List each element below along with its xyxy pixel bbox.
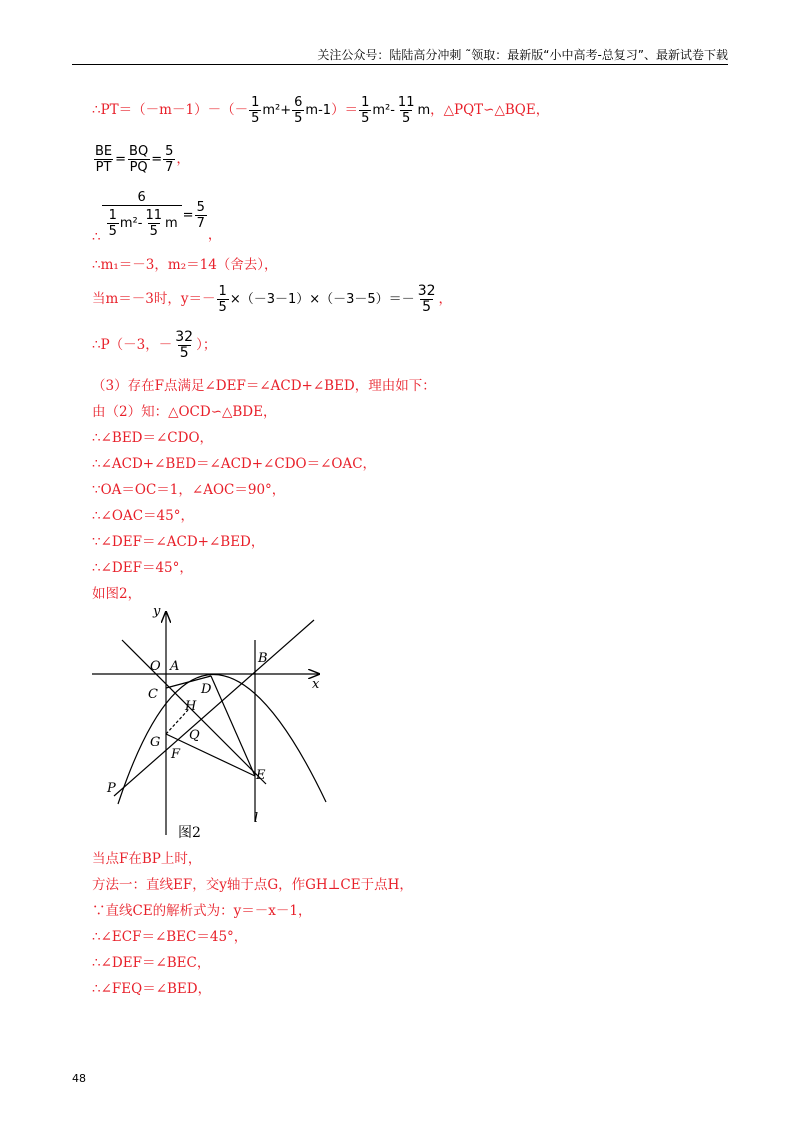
label-y: y (153, 604, 161, 619)
text-segment: ）＝ (331, 102, 359, 118)
line-m-solutions: ∴m₁＝－3，m₂＝14（舍去）， (92, 257, 278, 273)
fraction: $\frac{1}{5}$ (108, 208, 117, 239)
text-segment: m-1 (305, 103, 332, 118)
line-similar: 由（2）知：△OCD∽△BDE， (92, 404, 277, 420)
fraction: $\frac{32}{5}$ (175, 329, 194, 361)
fraction: $\frac{BE}{PT}$ (95, 144, 113, 175)
compound-fraction: 6 $\frac{1}{5}$ m²- $\frac{11}{5}$ m (102, 190, 182, 241)
page-header (72, 44, 728, 65)
fraction: $\frac{5}{7}$ (165, 144, 174, 175)
text-segment: m²- (372, 103, 395, 118)
line-point-p: ∴P（－3，－ $\frac{32}{5}$ ）； (92, 329, 217, 361)
fraction: $\frac{5}{7}$ (196, 200, 205, 231)
label-l: l (254, 811, 259, 826)
line-part3: （3）存在F点满足∠DEF＝∠ACD+∠BED，理由如下： (92, 378, 436, 394)
label-q: Q (189, 728, 200, 743)
fraction: $\frac{11}{5}$ (397, 95, 415, 126)
text-segment: ∴PT＝（－m－1）－（－ (92, 102, 249, 118)
line-compound-fraction: ∴ 6 $\frac{1}{5}$ m²- $\frac{11}{5}$ m = $\frac{5}{7}$ ， (92, 190, 222, 245)
label-a: A (170, 659, 180, 674)
label-g: G (150, 735, 161, 750)
text-segment: ，△PQT∽△BQE， (430, 102, 550, 118)
fraction: $\frac{1}{5}$ (361, 95, 370, 126)
label-f: F (171, 747, 181, 762)
label-b: B (258, 651, 268, 666)
line-oa-oc: ∵OA＝OC＝1，∠AOC＝90°， (92, 482, 286, 498)
line-bp (114, 620, 314, 796)
page-number: 48 (72, 1072, 86, 1085)
line-figure-ref: 如图2， (92, 586, 142, 602)
fraction: $\frac{BQ}{PQ}$ (129, 144, 149, 175)
fraction: $\frac{11}{5}$ (145, 208, 162, 239)
header-text: 关注公众号：陆陆高分冲刺 ˜领取：最新版“小中高考-总复习”、最新试卷下载 (317, 48, 728, 62)
label-x: x (312, 677, 320, 692)
line-oac: ∴∠OAC＝45°， (92, 508, 194, 524)
line-ratio: $\frac{BE}{PT}$ = $\frac{BQ}{PQ}$ = $\frac{5}{7}$ ， (95, 144, 190, 175)
line-feq: ∴∠FEQ＝∠BED， (92, 981, 212, 997)
geometry-figure (86, 600, 336, 835)
line-def-eq: ∵∠DEF＝∠ACD+∠BED， (92, 534, 265, 550)
line-method-one: 方法一：直线EF，交y轴于点G，作GH⊥CE于点H， (92, 877, 413, 893)
label-e: E (256, 768, 266, 783)
figure-caption: 图2 (178, 825, 201, 841)
label-p: P (107, 781, 116, 796)
line-def-bec: ∴∠DEF＝∠BEC， (92, 955, 211, 971)
label-h: H (185, 699, 197, 714)
label-c: C (148, 687, 158, 702)
fraction: $\frac{32}{5}$ (417, 283, 436, 315)
fraction: $\frac{1}{5}$ (251, 95, 260, 126)
text-segment: m²+ (262, 103, 292, 118)
line-angle-bed: ∴∠BED＝∠CDO， (92, 430, 214, 446)
line-angle-sum: ∴∠ACD+∠BED＝∠ACD+∠CDO＝∠OAC， (92, 456, 377, 472)
fraction: $\frac{6}{5}$ (294, 95, 303, 126)
text-segment: ∴ (92, 229, 101, 245)
line-f-on-bp: 当点F在BP上时， (92, 851, 202, 867)
line-ce-equation: ∵直线CE的解析式为：y＝－x－1， (92, 903, 312, 919)
line-pt-expression (92, 95, 549, 126)
label-d: D (201, 682, 212, 697)
line-ecf: ∴∠ECF＝∠BEC＝45°， (92, 929, 248, 945)
label-o: O (150, 659, 161, 674)
fraction: $\frac{1}{5}$ (218, 284, 227, 315)
line-def-45: ∴∠DEF＝45°， (92, 560, 193, 576)
line-y-value: 当m＝－3时，y＝－ $\frac{1}{5}$ ×（－3－1）×（－3－5）＝－ $\frac{32}{5}$ ， (92, 283, 453, 315)
text-segment: m (417, 103, 431, 118)
